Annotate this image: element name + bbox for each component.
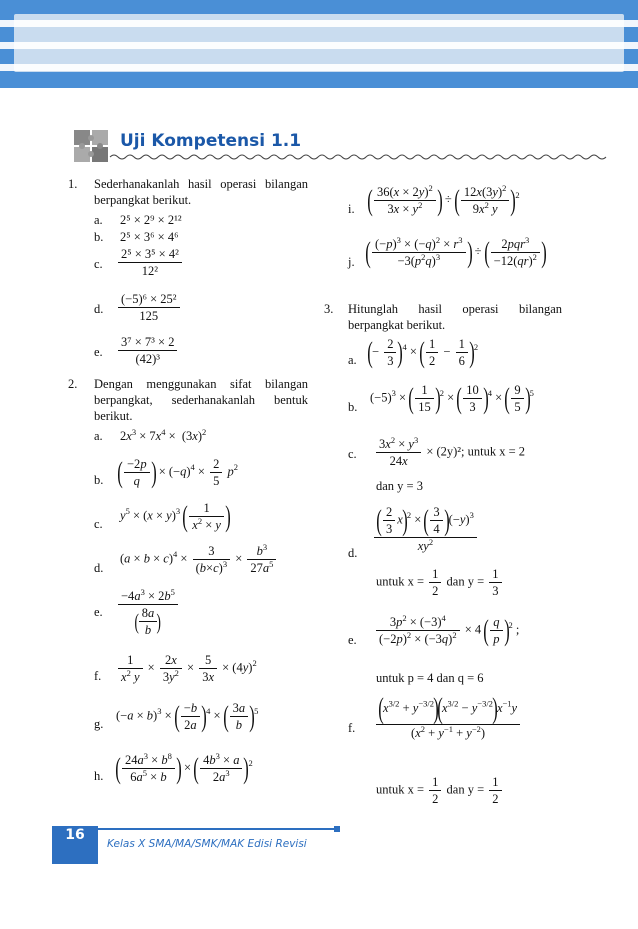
item-label: e.	[348, 633, 357, 647]
section-title: Uji Kompetensi 1.1	[120, 131, 302, 151]
math-expression: $(a \times b \times c)^4$ × $\frac{3}{(b\times c)^3}$ × $\frac{b^3}{27a^5}$	[120, 543, 278, 576]
math-expression: ( $\frac{-2p}{q}$ ) × $(-q)^4$ × $\frac{2}{5}$ $p^2$	[117, 455, 238, 489]
question-number: 3.	[324, 302, 334, 316]
math-expression: $\frac{1}{x^2 y}$ × $\frac{2x}{3y^2}$ × $\frac{5}{3x}$ × $(4y)^2$	[116, 652, 257, 685]
page-number: 16	[52, 826, 98, 864]
footer-rule-end	[334, 826, 340, 832]
fraction: $\frac{\text{(−5)⁶ × 25²}}{125}$	[118, 291, 180, 324]
banner-stripe	[0, 42, 638, 49]
question-number: 2.	[68, 377, 78, 391]
condition-text: dan y = 3	[376, 479, 423, 493]
fraction: $\frac{\text{3⁷ × 7³ × 2}}{\text{(42)³}}$	[118, 334, 177, 367]
item-label: d.	[348, 546, 358, 560]
item-label: c.	[348, 447, 357, 461]
item-label: b.	[348, 400, 358, 414]
item-label: d.	[94, 561, 104, 575]
condition-text: × (2y)²; untuk x = 2	[426, 444, 526, 459]
condition-text: untuk x = $\frac{1}{2}$ dan y = $\frac{1}{2}$	[376, 774, 504, 807]
item-label: a.	[348, 353, 357, 367]
item-label: c.	[94, 517, 103, 531]
item-label: e.	[94, 345, 103, 359]
condition-text: untuk p = 4 dan q = 6	[376, 671, 484, 685]
item-label: h.	[94, 769, 104, 783]
math-expression: 2⁵ × 3⁶ × 4⁶	[120, 230, 179, 244]
fraction: $\frac{\text{2⁵ × 3⁵ × 4²}}{\text{12²}}$	[118, 246, 182, 279]
item-label: f.	[348, 721, 356, 735]
math-expression: $\frac{3p^2 \times (-3)^4}{(-2p)^2 \times (-3q)^2}$ × 4 ( $\frac{q}{p}$ )$^2$ ;	[374, 614, 519, 647]
item-label: e.	[94, 605, 103, 619]
math-expression: (− $\frac{2}{3}$ )$^4$ × ( $\frac{1}{2}$ − $\frac{1}{6}$ )$^2$	[367, 335, 479, 369]
math-expression: $-4a^3 \times 2b^5$ ( $\frac{8a}{b}$ )	[116, 588, 180, 638]
book-title: Kelas X SMA/MA/SMK/MAK Edisi Revisi	[107, 838, 307, 850]
banner-stripe	[0, 64, 638, 71]
banner-stripe	[0, 20, 638, 27]
question-number: 1.	[68, 177, 78, 191]
math-expression: ( $\frac{36(x \times 2y)^2}{3x \times y^2}$ ) ÷ ( $\frac{12x(3y)^2}{9x^2 y}$ )$^2$	[367, 182, 520, 217]
item-label: b.	[94, 473, 104, 487]
math-expression: $\frac{3x^2 \times y^3}{24x}$ × (2y)²; untuk x = 2	[374, 436, 525, 469]
math-expression: $\frac{(x^{3/2} + y^{-3/2})(x^{3/2} - y^{-3/2})x^{-1}y}{(x^2 + y^{-1} + y^{-2})}$	[374, 694, 522, 741]
item-label: f.	[94, 669, 102, 683]
item-label: c.	[94, 257, 103, 271]
math-expression: $2x^3 \times 7x^4 \times (3x)^2$	[120, 426, 207, 443]
item-label: b.	[94, 230, 104, 244]
footer-rule	[98, 828, 338, 830]
math-expression: ( $\frac{(-p)^3 \times (-q)^2 \times r^3}{-3(p^2q)^3}$ ) ÷ ( 2pqr$^3$ −12(qr)$^2$ )	[365, 234, 547, 269]
top-banner	[0, 0, 638, 88]
math-expression: 2⁵ × 2⁹ × 2¹²	[120, 213, 182, 227]
item-label: j.	[348, 255, 355, 269]
question-text: Dengan menggunakan sifat bilangan berpangkat, sederhanakanlah bentuk berikut.	[94, 377, 308, 423]
item-label: g.	[94, 717, 104, 731]
question-text: Sederhanakanlah hasil operasi bilangan berpangkat berikut.	[94, 177, 308, 207]
section-heading	[70, 126, 610, 166]
question-text: Hitunglah hasil operasi bilangan berpangkat berikut.	[348, 302, 562, 332]
math-expression: $(-a \times b)^3$ × ( $\frac{-b}{2a}$ )$^4$ × ( $\frac{3a}{b}$ )$^5$	[116, 699, 259, 733]
item-label: a.	[94, 213, 103, 227]
wave-divider	[70, 148, 610, 162]
item-label: i.	[348, 202, 355, 216]
page-footer	[0, 826, 638, 866]
math-expression: $y^5 \times (x \times y)^3$ ( $\frac{1}{x^2 \times y}$ )	[120, 499, 231, 533]
item-label: a.	[94, 429, 103, 443]
math-expression: ( $\frac{24a^3 \times b^8}{6a^5 \times b}$ ) × ( $\frac{4b^3 \times a}{2a^3}$ )$^2$	[115, 750, 253, 785]
condition-text: untuk x = $\frac{1}{2}$ dan y = $\frac{1}{3}$	[376, 566, 504, 599]
math-expression: $(-5)^3$ × ( $\frac{1}{15}$ )$^2$ × ( $\frac{10}{3}$ )$^4$ × ( $\frac{9}{5}$ )$^5$	[370, 381, 534, 415]
math-expression: ( $\frac{2}{3}$ x)$^2$ × ( $\frac{3}{4}$ )$(-y)^3$ $xy^2$	[372, 504, 479, 554]
item-label: d.	[94, 302, 104, 316]
